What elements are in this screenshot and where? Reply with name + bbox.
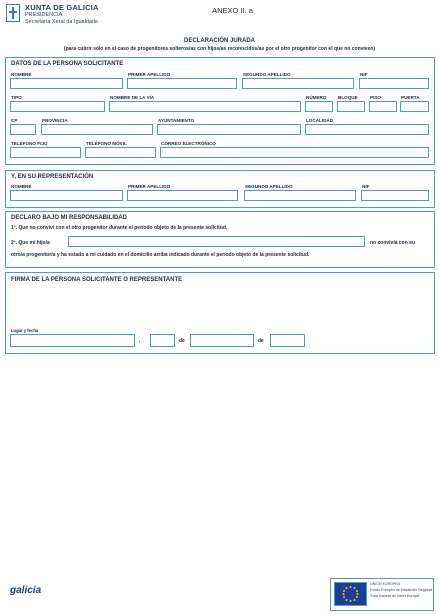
- sep-de-1: de: [179, 338, 185, 344]
- brand-name: XUNTA DE GALICIA: [25, 3, 99, 12]
- rep-segundo-apellido-field[interactable]: [244, 190, 356, 201]
- place-date-label: Lugar y fecha: [11, 328, 39, 333]
- applicant-primer-apellido-field[interactable]: [127, 78, 237, 89]
- applicant-numero-field[interactable]: [305, 101, 333, 112]
- label-correo: CORREO ELECTRÓNICO: [161, 141, 216, 146]
- annex-label: ANEXO II. a: [212, 6, 253, 15]
- signature-place-field[interactable]: [10, 334, 135, 347]
- label-nif: NIF: [360, 72, 368, 77]
- applicant-tipo-field[interactable]: [10, 101, 105, 112]
- applicant-nombre-field[interactable]: [10, 78, 123, 89]
- label-numero: NÚMERO: [306, 95, 327, 100]
- applicant-nombre-via-field[interactable]: [109, 101, 301, 112]
- place-comma: ,: [139, 338, 141, 344]
- representative-section-title: Y, EN SU REPRESENTACIÓN: [11, 174, 94, 180]
- signature-month-field[interactable]: [190, 334, 254, 347]
- rep-label-nif: NIF: [362, 184, 370, 189]
- sep-de-2: de: [258, 338, 264, 344]
- applicant-telefono-fijo-field[interactable]: [10, 147, 81, 158]
- signature-day-field[interactable]: [150, 334, 175, 347]
- declaration-section-title: DECLARO BAJO MI RESPONSABILIDAD: [11, 215, 128, 221]
- label-bloque: BLOQUE: [338, 95, 358, 100]
- applicant-segundo-apellido-field[interactable]: [242, 78, 354, 89]
- galicia-logo: galicia: [10, 585, 42, 596]
- rep-label-primer-apellido: PRIMER APELLIDO: [128, 184, 171, 189]
- applicant-piso-field[interactable]: [369, 101, 397, 112]
- label-telefono-movil: TELÉFONO MÓVIL: [86, 141, 127, 146]
- label-provincia: PROVINCIA: [42, 118, 68, 123]
- rep-primer-apellido-field[interactable]: [127, 190, 238, 201]
- label-puerta: PUERTA: [401, 95, 420, 100]
- document-subtitle: (para cubrir sólo en el caso de progenitores solteros/as con hijos/as reconocidos/as por el otro progenitor con el que no conviven): [63, 46, 376, 52]
- label-nombre-via: NOMBRE DE LA VÍA: [110, 95, 155, 100]
- secretariat-name: Secretaría Xeral da Igualdade: [25, 19, 99, 25]
- label-cp: CP: [11, 118, 18, 123]
- applicant-ayuntamiento-field[interactable]: [157, 124, 301, 135]
- applicant-nif-field[interactable]: [359, 78, 429, 89]
- department-name: PRESIDENCIA: [25, 12, 63, 18]
- rep-nombre-field[interactable]: [10, 190, 123, 201]
- label-localidad: LOCALIDAD: [306, 118, 334, 123]
- document-title: DECLARACIÓN JURADA: [183, 38, 255, 44]
- eu-line-2: Fondo Europeo de Desarrollo Regional: [370, 588, 433, 592]
- label-ayuntamiento: AYUNTAMIENTO: [158, 118, 195, 123]
- declaration-item-2-start: 2º. Que mi hijo/a: [11, 240, 50, 246]
- label-tipo: TIPO: [11, 95, 22, 100]
- applicant-localidad-field[interactable]: [305, 124, 429, 135]
- label-nombre: NOMBRE: [11, 72, 32, 77]
- signature-section-title: FIRMA DE LA PERSONA SOLICITANTE O REPRESENTANTE: [11, 277, 183, 283]
- applicant-cp-field[interactable]: [10, 124, 36, 135]
- applicant-section-title: DATOS DE LA PERSONA SOLICITANTE: [11, 61, 124, 67]
- label-segundo-apellido: SEGUNDO APELLIDO: [243, 72, 291, 77]
- declaration-item-1: 1º. Que no conviví con el otro progenitor durante el período objeto de la presente solicitud.: [11, 225, 228, 231]
- eu-flag-icon: [334, 582, 367, 606]
- applicant-provincia-field[interactable]: [41, 124, 153, 135]
- declaration-item-2-mid: no convivía con su: [370, 240, 416, 246]
- child-name-field[interactable]: [68, 236, 365, 247]
- rep-nif-field[interactable]: [361, 190, 429, 201]
- signature-year-field[interactable]: [270, 334, 305, 347]
- applicant-telefono-movil-field[interactable]: [85, 147, 156, 158]
- label-piso: PISO: [370, 95, 381, 100]
- eu-line-3: "Una manera de hacer Europa": [370, 594, 420, 598]
- applicant-puerta-field[interactable]: [400, 101, 429, 112]
- eu-line-1: UNIÓN EUROPEA: [370, 582, 401, 586]
- declaration-item-2-end: otro/a progenitor/a y ha estado a mi cuidado en el domicilio arriba indicado durante el período objeto de la presente solicitud.: [11, 252, 310, 258]
- label-primer-apellido: PRIMER APELLIDO: [128, 72, 171, 77]
- rep-label-nombre: NOMBRE: [11, 184, 32, 189]
- rep-label-segundo-apellido: SEGUNDO APELLIDO: [245, 184, 293, 189]
- label-telefono-fijo: TELÉFONO FIJO: [11, 141, 48, 146]
- applicant-correo-field[interactable]: [160, 147, 429, 158]
- applicant-bloque-field[interactable]: [337, 101, 365, 112]
